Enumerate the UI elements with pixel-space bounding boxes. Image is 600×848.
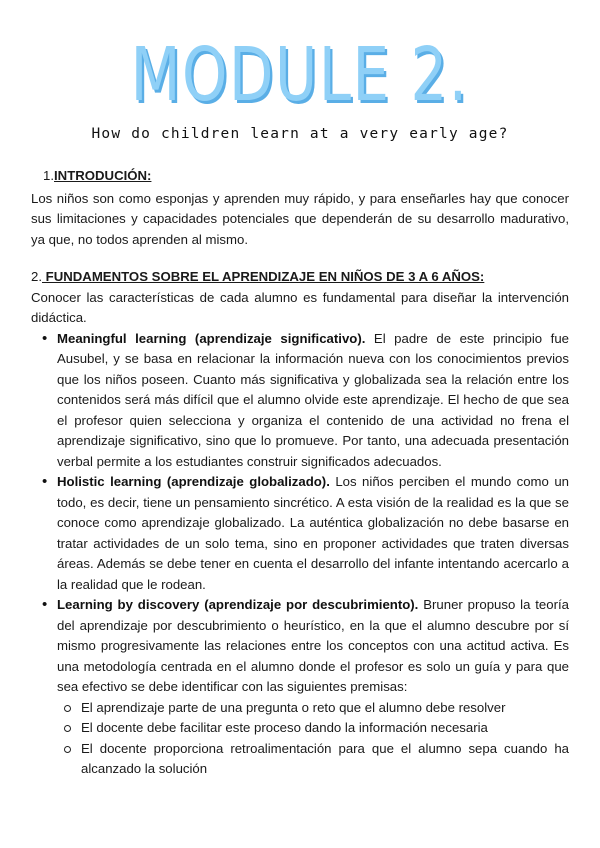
- fundamentals-list: [31, 329, 569, 780]
- item-text: Bruner propuso la teoría del aprendizaje por descubrimiento o heurístico, en la que el alumno descubre por sí mismo progresivamente las relaciones entre los conceptos con una actitud activa. Es una metodología centrada en el alumno donde el profesor es solo un guía y para que sea efectivo se debe identificar con las siguientes premisas:: [57, 597, 569, 694]
- section-1-heading: [31, 166, 569, 187]
- item-text: Los niños perciben el mundo como un todo, es decir, tiene un pensamiento sincrético. A esta visión de la realidad es la que se conoce como aprendizaje globalizado. La auténtica globalización no debe basarse en tratar actividades de un solo tema, sino en proponer actividades que traten diversas áreas. Además se debe tener en cuenta el desarrollo del infante intentando acercarlo a la realidad que le rodean.: [57, 474, 569, 592]
- item-term: Learning by discovery (aprendizaje por descubrimiento).: [57, 597, 419, 612]
- section-1-number: 1.: [43, 168, 54, 183]
- list-item-holistic-learning: [31, 472, 569, 595]
- item-text: El padre de este principio fue Ausubel, y se basa en relacionar la información nueva con los conocimientos previos que los niños poseen. Cuanto más significativa y globalizada sea la relación entre los contenidos será más difícil que el alumno olvide este aprendizaje. El hecho de que sea el profesor quien selecciona y organiza el contenido de una actividad no frena el aprendizaje significativo, sino que lo promueve. Por tanto, una adecuada presentación verbal permite a los estudiantes construir significados adecuados.: [57, 330, 569, 469]
- title-container: [0, 32, 600, 118]
- section-1-title: INTRODUCIÓN:: [54, 168, 152, 183]
- premises-list: [57, 698, 569, 780]
- premise-item: El docente proporciona retroalimentación para que el alumno sepa cuando ha alcanzado la solución: [57, 739, 569, 780]
- item-term: Meaningful learning (aprendizaje significativo).: [57, 330, 366, 346]
- section-2-title: FUNDAMENTOS SOBRE EL APRENDIZAJE EN NIÑOS DE 3 A 6 AÑOS:: [42, 269, 485, 284]
- module-subtitle: How do children learn at a very early age?: [91, 126, 509, 142]
- list-item-meaningful-learning: [31, 329, 569, 473]
- section-2-number: 2.: [31, 269, 42, 284]
- premise-item: El docente debe facilitar este proceso dando la información necesaria: [57, 718, 569, 739]
- list-item-learning-by-discovery: [31, 595, 569, 780]
- item-term: Holistic learning (aprendizaje globalizado).: [57, 474, 330, 489]
- module-title: MODULE 2.: [130, 32, 470, 118]
- section-1-paragraph: Los niños son como esponjas y aprenden muy rápido, y para enseñarles hay que conocer sus limitaciones y capacidades potenciales que dependerán de su desarrollo madurativo, ya que, no todos aprenden al mismo.: [31, 190, 569, 247]
- premise-item: El aprendizaje parte de una pregunta o reto que el alumno debe resolver: [57, 698, 569, 719]
- section-2-heading: [31, 267, 569, 288]
- document-body: [31, 166, 569, 780]
- section-2-intro: Conocer las características de cada alumno es fundamental para diseñar la intervención didáctica.: [31, 289, 569, 325]
